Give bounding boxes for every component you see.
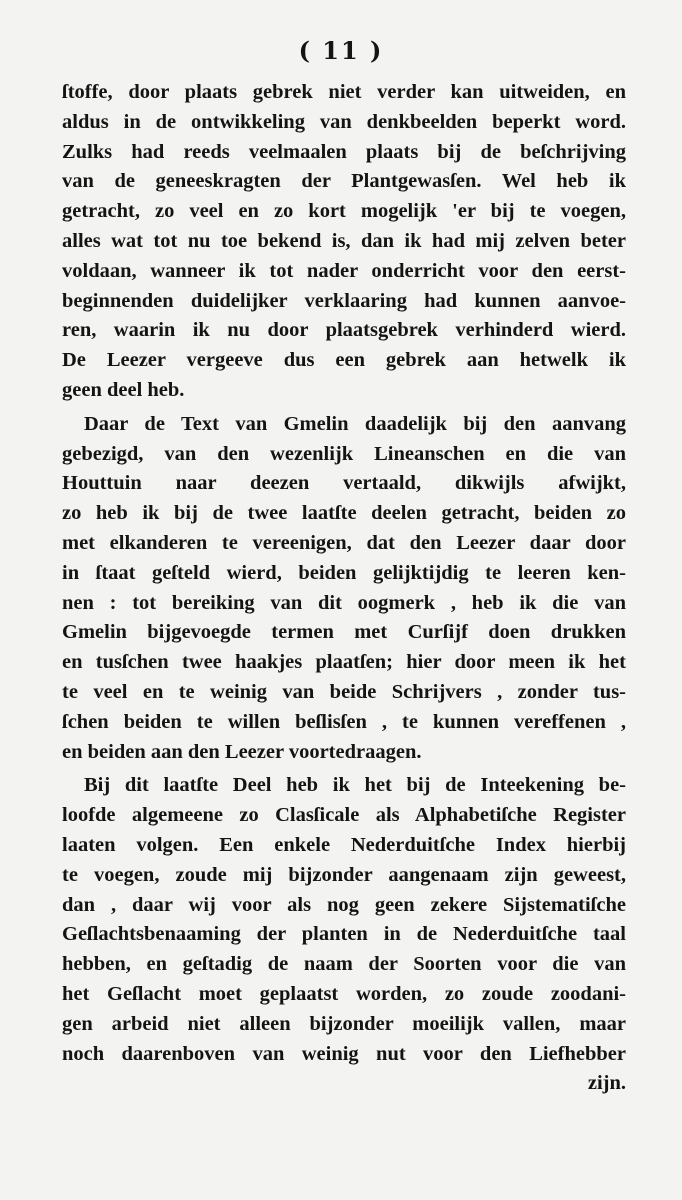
text-line: te veel en te weinig van beide Schrijvers , zonder tus- — [62, 680, 626, 703]
text-line: met elkanderen te vereenigen, dat den Leezer daar door — [62, 531, 626, 554]
text-line: dan , daar wij voor als nog geen zekere Sijstematiſche — [62, 893, 626, 916]
text-line: aldus in de ontwikkeling van denkbeelden beperkt word. — [62, 110, 626, 133]
text-line: ren, waarin ik nu door plaatsgebrek verhinderd wierd. — [62, 319, 626, 342]
text-line: in ſtaat geſteld wierd, beiden gelijktijdig te leeren ken- — [62, 561, 626, 584]
text-line: Bij dit laatſte Deel heb ik het bij de Inteekening be- — [84, 774, 626, 797]
text-line: van de geneeskragten der Plantgewasſen. Wel heb ik — [62, 170, 626, 193]
text-line: laaten volgen. Een enkele Nederduitſche Index hierbij — [62, 833, 626, 856]
text-line: te voegen, zoude mij bijzonder aangenaam zijn geweest, — [62, 863, 626, 886]
text-line: hebben, en geſtadig de naam der Soorten voor die van — [62, 953, 626, 976]
text-line: noch daarenboven van weinig nut voor den Liefhebber — [62, 1042, 626, 1065]
text-line: voldaan, wanneer ik tot nader onderricht voor den eerst- — [62, 259, 626, 282]
text-line: gen arbeid niet alleen bijzonder moeilijk vallen, maar — [62, 1012, 626, 1035]
text-line: ſtoffe, door plaats gebrek niet verder kan uitweiden, en — [62, 81, 626, 103]
text-line: Gmelin bijgevoegde termen met Curſijf doen drukken — [62, 621, 626, 644]
text-line: en beiden aan den Leezer voortedraagen. — [62, 740, 422, 763]
text-line: zo heb ik bij de twee laatſte deelen getracht, beiden zo — [62, 502, 626, 525]
text-line: het Geſlacht moet geplaatst worden, zo zoude zoodani- — [62, 982, 626, 1005]
text-line: geen deel heb. — [62, 378, 185, 401]
text-line: Daar de Text van Gmelin daadelijk bij den aanvang — [84, 412, 626, 435]
text-line: en tusſchen twee haakjes plaatſen; hier door meen ik het — [62, 651, 626, 674]
text-line: gebezigd, van den wezenlijk Lineanschen en die van — [62, 442, 626, 465]
paragraph-3 — [62, 771, 626, 1099]
text-line: nen : tot bereiking van dit oogmerk , heb ik die van — [62, 591, 626, 614]
text-line: getracht, zo veel en zo kort mogelijk 'er bij te voegen, — [62, 200, 626, 223]
text-line: De Leezer vergeeve dus een gebrek aan hetwelk ik — [62, 349, 626, 372]
text-line: ſchen beiden te willen beſlisſen , te kunnen vereffenen , — [62, 710, 626, 733]
paragraph-2 — [62, 410, 626, 768]
text-line: Geſlachtsbenaaming der planten in de Nederduitſche taal — [62, 923, 626, 946]
text-line: alles wat tot nu toe bekend is, dan ik had mij zelven beter — [62, 229, 626, 252]
text-line: zijn. — [587, 1072, 626, 1095]
text-line: Houttuin naar deezen vertaald, dikwijls afwijkt, — [62, 472, 626, 495]
text-line: beginnenden duidelijker verklaaring had kunnen aanvoe- — [62, 289, 626, 312]
text-line: Zulks had reeds veelmaalen plaats bij de beſchrijving — [62, 140, 626, 163]
text-line: loofde algemeene zo Clasſicale als Alphabetiſche Register — [62, 804, 626, 827]
paragraph-1 — [62, 78, 626, 406]
body-text — [62, 78, 626, 1099]
page-number: ( 11 ) — [298, 36, 384, 65]
